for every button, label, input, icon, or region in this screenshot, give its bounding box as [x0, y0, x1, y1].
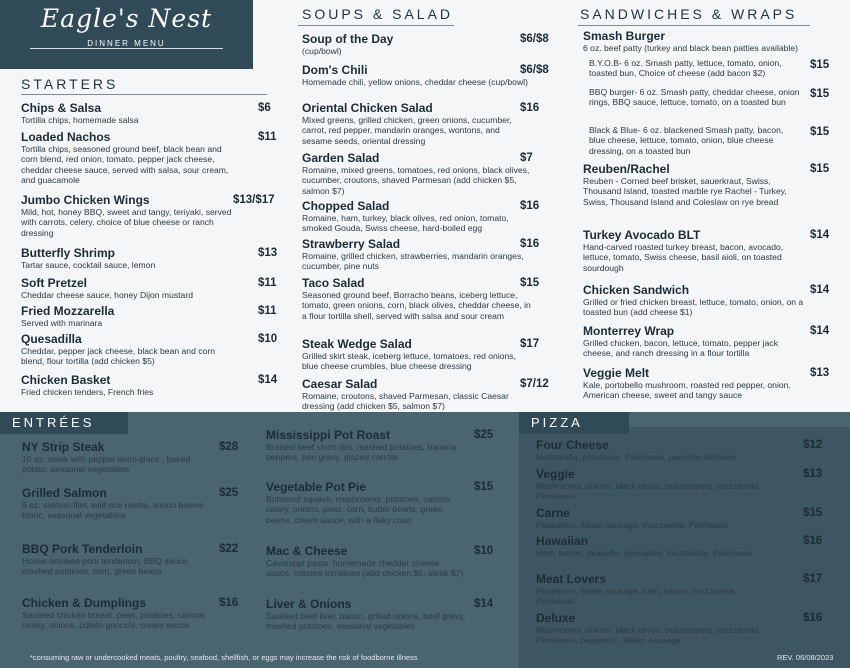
entree-item	[22, 440, 212, 475]
item-desc: Cheddar, pepper jack cheese, black bean and corn blend, flour tortilla (add chicken $5)	[21, 346, 215, 367]
item-name: Four Cheese	[536, 438, 609, 452]
item-price: $13	[803, 468, 823, 480]
item-price: $15	[474, 481, 494, 493]
item-price: $25	[474, 429, 494, 441]
item-name: Mac & Cheese	[266, 544, 348, 558]
item-desc: Sautéed chicken breast, peas, potatoes, carrots, celery, onions, potato gnocchi, cream sauce	[22, 610, 207, 631]
item-desc: Tartar sauce, cocktail sauce, lemon	[21, 260, 156, 270]
sandwich-item	[583, 283, 808, 318]
smash-burger-option: BBQ burger- 6 oz. Smash patty, cheddar cheese, onion rings, BBQ sauce, lettuce, tomato, on a toasted bun	[589, 87, 800, 108]
logo-script: Eagle's Nest	[40, 4, 213, 33]
item-price: $15	[803, 507, 823, 519]
item-price: $28	[219, 441, 239, 453]
section-rule	[298, 25, 454, 26]
tab-pizza: PIZZA	[519, 412, 629, 434]
item-desc: Grilled skirt steak, iceberg lettuce, tomatoes, red onions, blue cheese crumbles, blue cheese dressing	[302, 351, 516, 372]
entree-item	[22, 596, 212, 631]
item-price: $6/$8	[520, 33, 549, 45]
item-desc: Tortilla chips, seasoned ground beef, black bean and corn blend, red onion, tomato, pepper jack cheese, cheddar cheese sauce, served with salsa, sour cream, and guacamole	[21, 144, 229, 185]
item-desc: Grilled or fried chicken breast, lettuce, tomato, onion, on a toasted bun (add cheese $1)	[583, 297, 804, 318]
item-price: $16	[803, 612, 823, 624]
item-desc: Pepperoni, Italian sausage, ham, bacon, mozzarella, Parmesan	[536, 586, 737, 607]
item-desc: Tortilla chips, homemade salsa	[21, 115, 139, 125]
item-desc: Grilled chicken, bacon, lettuce, tomato, pepper jack cheese, and ranch dressing in a flour tortilla	[583, 338, 778, 359]
item-name: Caesar Salad	[302, 377, 378, 391]
starter-item	[21, 373, 233, 397]
section-divider	[504, 412, 519, 668]
item-desc: Romaine, croutons, shaved Parmesan, classic Caesar dressing (add chicken $5, salmon $7)	[302, 391, 509, 412]
item-price: $10	[474, 545, 494, 557]
sandwich-item	[583, 366, 808, 401]
item-price: $14	[474, 598, 494, 610]
section-title-soups: SOUPS & SALAD	[302, 6, 454, 22]
item-price: $22	[219, 543, 239, 555]
item-price: $15	[810, 88, 830, 100]
item-desc: Cheddar cheese sauce, honey Dijon mustard	[21, 290, 193, 300]
entree-item	[266, 544, 466, 579]
item-price: $16	[520, 102, 540, 114]
starter-item	[21, 130, 233, 185]
footer-warning: *consuming raw or undercooked meats, poultry, seafood, shellfish, or eggs may increase the risk of foodborne illness	[30, 653, 418, 662]
item-name: Meat Lovers	[536, 572, 607, 586]
footer-revision: REV. 06/08/2023	[777, 653, 834, 662]
smash-burger-option: B.Y.O.B- 6 oz. Smash patty, lettuce, tomato, onion, toasted bun, Choice of cheese (add bacon $2)	[589, 58, 782, 79]
item-name: Hawaiian	[536, 534, 589, 548]
logo	[0, 0, 253, 69]
pizza-item	[536, 534, 776, 558]
item-desc: Sautéed beef liver, bacon, grilled onions, beef gravy, mashed potatoes, seasonal vegetables	[266, 611, 466, 632]
item-price: $25	[219, 487, 239, 499]
item-desc: 10 oz. steak with pepper demi-glace , baked potato, seasonal vegetables	[22, 454, 191, 475]
section-rule	[578, 25, 810, 26]
soup-item	[302, 32, 532, 56]
item-desc: Romaine, mixed greens, tomatoes, red onions, black olives, cucumber, croutons, shaved Parmesan (add chicken $5, salmon $7)	[302, 165, 530, 196]
item-price: $14	[810, 229, 830, 241]
entree-item	[266, 480, 466, 525]
item-desc: Romaine, ham, turkey, black olives, red onion, tomato, smoked Gouda, Swiss cheese, hard-boiled egg	[302, 213, 509, 234]
item-name: Oriental Chicken Salad	[302, 101, 433, 115]
item-name: Chicken Sandwich	[583, 283, 690, 297]
item-price: $16	[520, 200, 540, 212]
item-price: $11	[258, 277, 277, 289]
entree-item	[266, 597, 466, 632]
item-name: Loaded Nachos	[21, 130, 111, 144]
entree-item	[22, 542, 212, 577]
item-name: Veggie Melt	[583, 366, 650, 380]
soup-item	[302, 337, 532, 372]
item-price: $15	[810, 59, 830, 71]
item-name: Chicken & Dumplings	[22, 596, 147, 610]
item-name: Chicken Basket	[21, 373, 111, 387]
item-desc: Mozzarella, provolone, Parmesan, pecorino Romano	[536, 452, 737, 462]
item-desc: Braised beef short ribs, mashed potatoes, banana peppers, pan gravy, glazed carrots	[266, 442, 457, 463]
item-name: Chips & Salsa	[21, 101, 102, 115]
item-price: $13	[258, 247, 278, 259]
starter-item	[21, 332, 233, 367]
starter-item	[21, 246, 233, 270]
item-name: Monterrey Wrap	[583, 324, 675, 338]
soup-item	[302, 101, 532, 146]
pizza-item	[536, 438, 776, 462]
item-name: Reuben/Rachel	[583, 162, 670, 176]
item-name: Vegetable Pot Pie	[266, 480, 367, 494]
sandwich-item	[583, 324, 808, 359]
item-desc: 6 oz. salmon filet, wild rice risotto, lemon buerre blanc, seasonal vegetables	[22, 500, 204, 521]
item-name: Smash Burger	[583, 29, 666, 43]
item-desc: Cavatappi pasta, homemade cheddar cheese sauce, roasted tomatoes (add chicken $5, steak $7)	[266, 558, 464, 579]
item-desc: Fried chicken tenders, French fries	[21, 387, 154, 397]
logo-subtitle: DINNER MENU	[87, 39, 166, 48]
soup-item	[302, 199, 532, 234]
item-name: Turkey Avocado BLT	[583, 228, 701, 242]
item-price: $17	[520, 338, 540, 350]
item-desc: Butternut squash, mushrooms, potatoes, carrots, celery, onions, peas, corn, butter beans, green beans, cream sauce, with a flaky crust	[266, 494, 452, 525]
item-price: $11	[258, 305, 277, 317]
item-price: $16	[219, 597, 239, 609]
menu-item-smash-burger	[583, 29, 833, 53]
pizza-item	[536, 611, 776, 646]
item-price: $16	[803, 535, 823, 547]
item-price: $14	[258, 374, 278, 386]
item-price: $14	[810, 284, 830, 296]
item-name: Steak Wedge Salad	[302, 337, 412, 351]
item-name: BBQ Pork Tenderloin	[22, 542, 143, 556]
item-name: Taco Salad	[302, 276, 365, 290]
item-desc: Reuben - Corned beef brisket, sauerkraut, Swiss, Thousand Island, toasted marble rye Rachel - Turkey, Swiss, Thousand Island and Coleslaw on rye bread	[583, 176, 787, 207]
soup-item	[302, 276, 532, 321]
item-price: $10	[258, 333, 278, 345]
starter-item	[21, 193, 233, 238]
item-name: Fried Mozzarella	[21, 304, 115, 318]
section-rule	[21, 94, 267, 95]
sandwich-item	[583, 228, 808, 273]
item-price: $15	[810, 126, 830, 138]
item-desc: Mushrooms, onions, black olives, bell peppers, mozzarella, Parmesan	[536, 481, 761, 502]
item-name: Chopped Salad	[302, 199, 390, 213]
item-name: Strawberry Salad	[302, 237, 401, 251]
item-name: Soft Pretzel	[21, 276, 88, 290]
item-desc: 6 oz. beef patty (turkey and black bean patties available)	[583, 43, 798, 53]
entree-item	[266, 428, 466, 463]
soup-item	[302, 151, 532, 196]
soup-item	[302, 377, 532, 412]
pizza-item	[536, 467, 776, 502]
item-price: $7	[520, 152, 533, 164]
item-desc: Mushrooms, onions, black olives, bell peppers, mozzarella, Parmesan, pepperoni, Italian sausage	[536, 625, 761, 646]
item-name: Deluxe	[536, 611, 576, 625]
item-desc: Served with marinara	[21, 318, 103, 328]
section-title-sandwiches: SANDWICHES & WRAPS	[580, 6, 798, 22]
pizza-item	[536, 506, 776, 530]
item-name: Jumbo Chicken Wings	[21, 193, 150, 207]
item-name: Butterfly Shrimp	[21, 246, 116, 260]
starter-item	[21, 276, 233, 300]
item-desc: Mild, hot, honey BBQ, sweet and tangy, teriyaki, served with carrots, celery, choice of blue cheese or ranch dressing	[21, 207, 232, 238]
item-price: $6/$8	[520, 64, 549, 76]
item-price: $15	[810, 163, 830, 175]
soup-item	[302, 63, 532, 87]
item-price: $13	[810, 367, 830, 379]
item-desc: Romaine, grilled chicken, strawberries, mandarin oranges, cucumber, pine nuts	[302, 251, 524, 272]
item-name: Dom's Chili	[302, 63, 368, 77]
item-name: Grilled Salmon	[22, 486, 107, 500]
starter-item	[21, 101, 233, 125]
item-name: Veggie	[536, 467, 575, 481]
item-price: $17	[803, 573, 823, 585]
item-desc: House-smoked pork tenderloin, BBQ sauce, mashed potatoes, corn, green beans	[22, 556, 190, 577]
item-desc: Hand-carved roasted turkey breast, bacon, avocado, lettuce, tomato, Swiss cheese, basil aioli, on toasted sourdough	[583, 242, 784, 273]
item-price: $15	[520, 277, 540, 289]
section-title-starters: STARTERS	[21, 76, 119, 92]
entree-item	[22, 486, 212, 521]
sandwich-item	[583, 162, 808, 207]
item-desc: Pepperoni, Italian sausage, mozzarella, Parmesan	[536, 520, 729, 530]
item-price: $12	[803, 439, 823, 451]
item-name: Mississippi Pot Roast	[266, 428, 391, 442]
item-name: Quesadilla	[21, 332, 82, 346]
logo-rule	[30, 48, 223, 49]
item-name: Carne	[536, 506, 571, 520]
item-price: $16	[520, 238, 540, 250]
pizza-item	[536, 572, 776, 607]
item-price: $11	[258, 131, 277, 143]
soup-item	[302, 237, 532, 272]
item-desc: Ham, bacon, jalapeño, pineapple, mozzarella, Parmesan	[536, 548, 752, 558]
item-desc: Kale, portobello mushroom, roasted red pepper, onion, American cheese, sweet and tangy sauce	[583, 380, 791, 401]
tab-entrees: ENTRÉES	[0, 412, 128, 434]
item-desc: Seasoned ground beef, Borracho beans, iceberg lettuce, tomato, green onions, corn, black olives, cheddar cheese, in a flour tortilla shell, served with salsa and sour cream	[302, 290, 531, 321]
item-desc: Mixed greens, grilled chicken, green onions, cucumber, carrot, red pepper, mandarin oranges, wontons, and sesame seeds, oriental dressing	[302, 115, 512, 146]
smash-burger-option: Black & Blue- 6 oz. blackened Smash patty, bacon, blue cheese, lettuce, tomato, onion, blue cheese dressing, on a toasted bun	[589, 125, 784, 156]
item-desc: Homemade chili, yellow onions, cheddar cheese (cup/bowl)	[302, 77, 528, 87]
item-price: $14	[810, 325, 830, 337]
item-price: $6	[258, 102, 271, 114]
item-price: $13/$17	[233, 194, 275, 206]
item-desc: (cup/bowl)	[302, 46, 342, 56]
item-name: Soup of the Day	[302, 32, 394, 46]
item-name: NY Strip Steak	[22, 440, 105, 454]
item-price: $7/12	[520, 378, 549, 390]
item-name: Liver & Onions	[266, 597, 352, 611]
starter-item	[21, 304, 233, 328]
item-name: Garden Salad	[302, 151, 380, 165]
